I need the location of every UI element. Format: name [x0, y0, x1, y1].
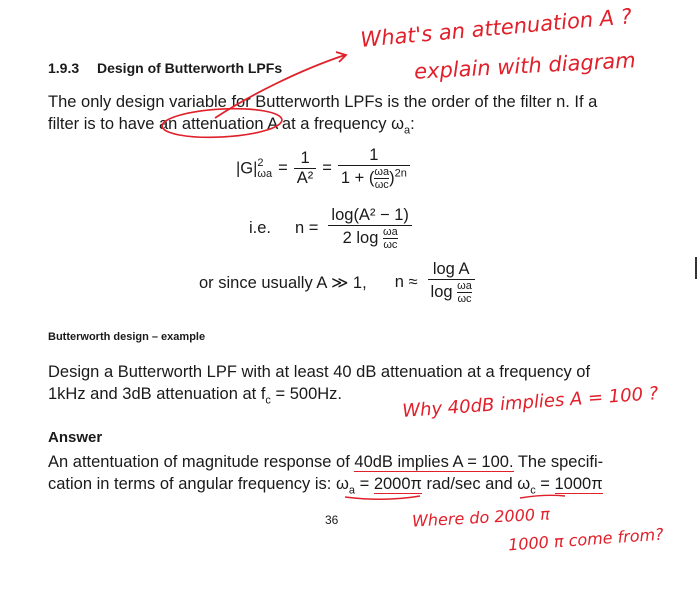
annotation-explain-diagram: explain with diagram: [413, 48, 637, 84]
intro-line-1: The only design variable for Butterworth LPFs is the order of the filter n. If a: [48, 93, 598, 111]
value-wc: 1000π: [554, 475, 603, 493]
equation-order: i.e. n = log(A² − 1) 2 log $\frac{\omega a}{\omega c}$: [249, 206, 412, 251]
annotation-circle: [158, 106, 282, 140]
underlined-claim: 40dB implies A = 100.: [354, 453, 514, 471]
value-wa: 2000π: [373, 475, 422, 493]
annotation-swoosh: [345, 496, 420, 499]
equation-gain: |G| 2 ωa = $\frac{1}{\text{A²}}$ = 1 1 + ( $\frac{\omega a}{\omega c}$ )$^{2n}$: [236, 146, 410, 191]
example-heading: Butterworth design – example: [48, 331, 206, 343]
section-number: 1.9.3: [48, 60, 80, 76]
equation-approx: or since usually A ≫ 1, n ≈ log A log $\frac{\omega a}{\omega c}$: [199, 260, 475, 305]
example-line-1: Design a Butterworth LPF with at least 40 dB attenuation at a frequency of: [48, 363, 591, 381]
answer-heading: Answer: [48, 429, 103, 446]
annotation-where-from-2: 1000 π come from?: [507, 524, 665, 555]
annotation-dash: [520, 495, 565, 498]
annotation-why-40db: Why 40dB implies A = 100 ?: [401, 383, 660, 422]
page-number: 36: [325, 513, 339, 527]
example-line-2: 1kHz and 3dB attenuation at $f_c = 500Hz$.: [48, 385, 342, 407]
answer-line-1: An attentuation of magnitude response of 40dB implies A = 100. The specifi-: [48, 453, 604, 471]
annotation-what-is-attenuation: What's an attenuation A ?: [359, 4, 633, 52]
section-title: Design of Butterworth LPFs: [97, 60, 283, 76]
highlighted-phrase: an attenuation A: [158, 115, 278, 133]
annotation-where-from-1: Where do 2000 π: [411, 504, 551, 531]
intro-line-2: filter is to have an attenuation A at a frequency $\omega_a$:: [48, 115, 415, 137]
answer-line-2: cation in terms of angular frequency is: $\omega_a = 2000\pi$ rad/sec and $\omega_c = 1000\pi$: [48, 475, 603, 497]
